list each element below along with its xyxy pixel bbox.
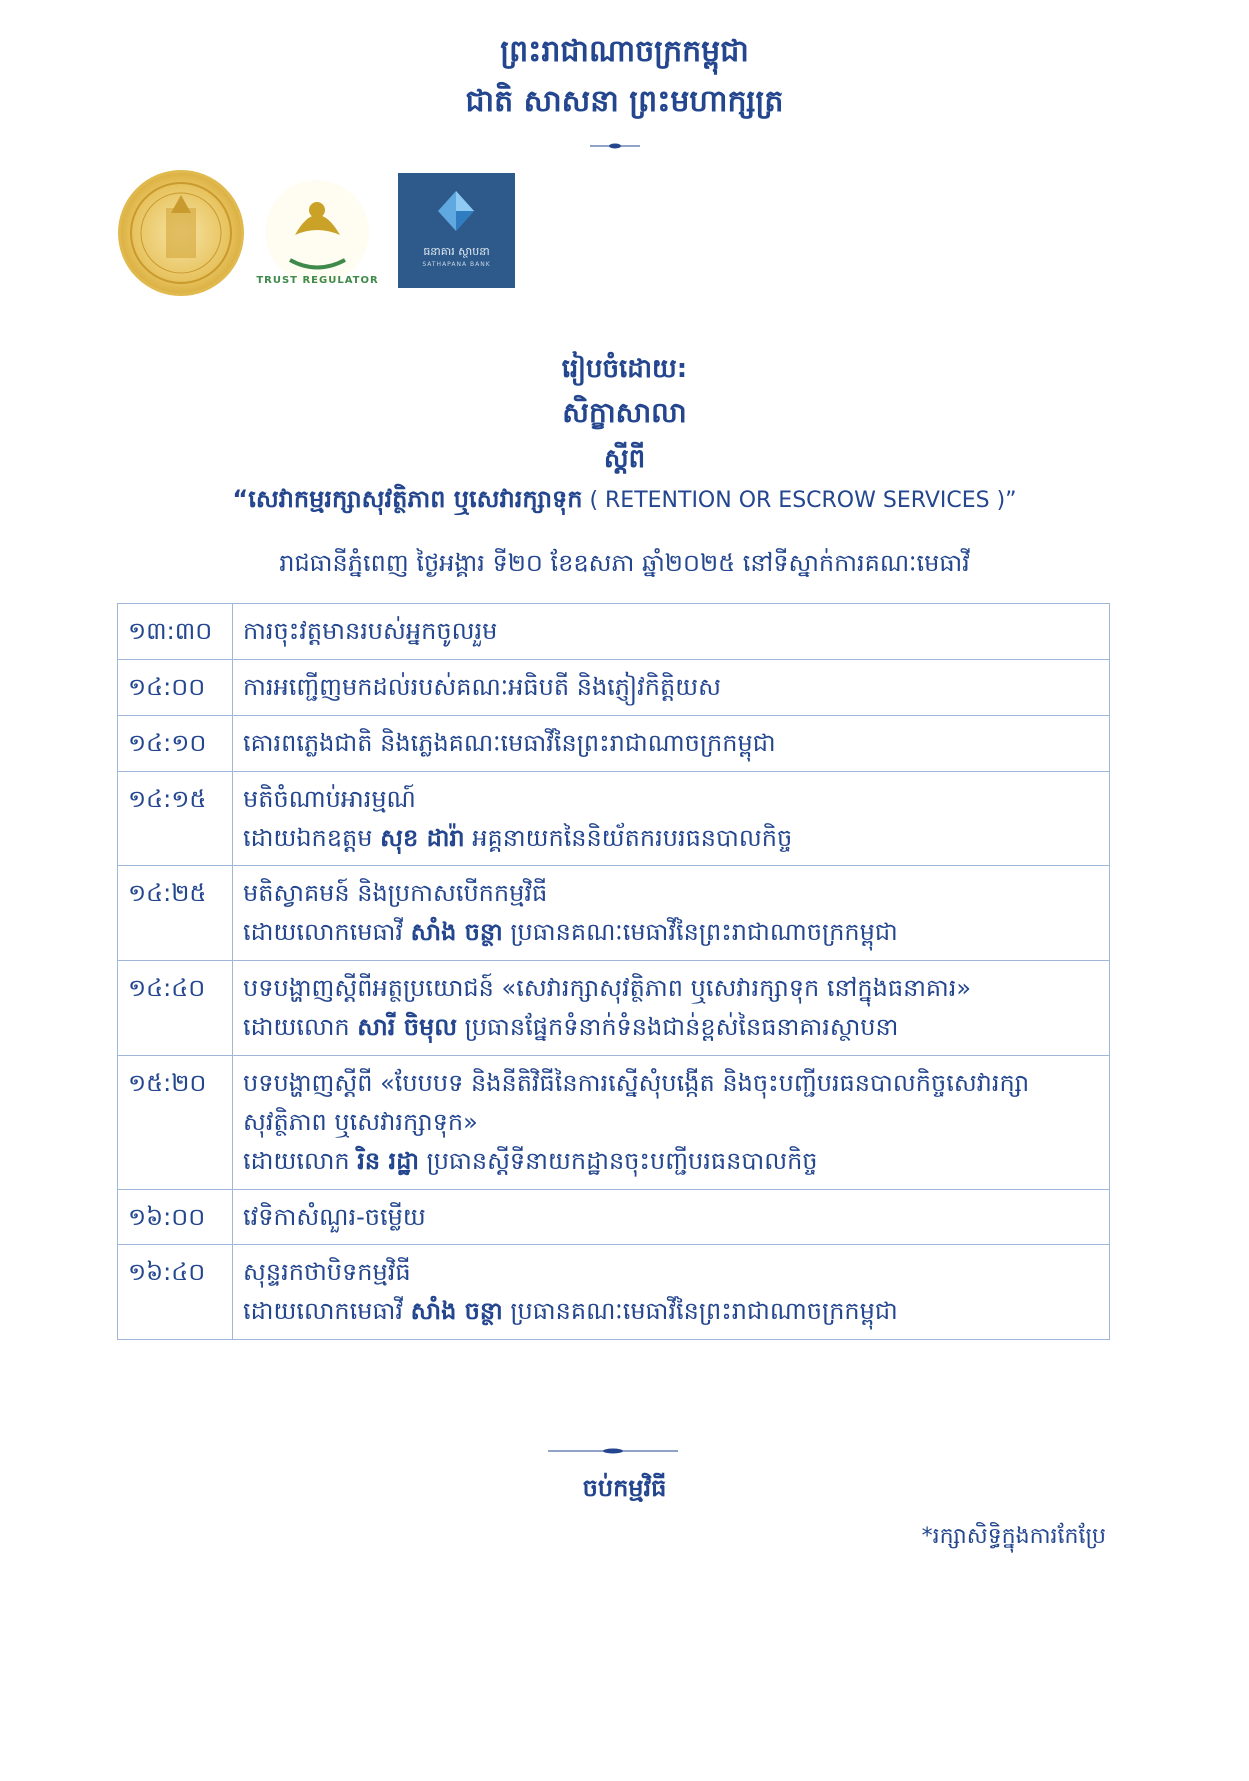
agenda-item: [233, 1189, 1110, 1245]
agenda-row: [118, 1055, 1110, 1189]
speaker-title: ប្រធានគណៈមេធាវីនៃព្រះរាជាណាចក្រកម្ពុជា: [502, 918, 898, 947]
agenda-row: [118, 1245, 1110, 1340]
agenda-line: បទបង្ហាញស្តីពី «បែបបទ និងនីតិវិធីនៃការស្នើសុំបង្កើត និងចុះបញ្ជីបរធនបាលកិច្ចសេវារក្សា: [243, 1068, 1030, 1097]
topic-kh: “សេវាកម្មរក្សាសុវត្ថិភាព ឬសេវារក្សាទុក: [232, 485, 583, 513]
agenda-row: [118, 771, 1110, 866]
agenda-line: [243, 819, 1099, 858]
agenda-row: [118, 715, 1110, 771]
agenda-line: សុន្ទរកថាបិទកម្មវិធី: [243, 1258, 411, 1287]
agenda-line: មតិស្វាគមន៍ និងប្រកាសបើកកម្មវិធី: [243, 879, 548, 908]
agenda-row: [118, 659, 1110, 715]
agenda-item: [233, 659, 1110, 715]
event-title: សិក្ខាសាលា: [562, 396, 687, 429]
topic-en: ( RETENTION OR ESCROW SERVICES )”: [582, 488, 1017, 513]
agenda-time: ១៣:៣០: [118, 604, 233, 660]
about-label: ស្តីពី: [603, 444, 646, 474]
end-label: ចប់កម្មវិធី: [582, 1474, 667, 1502]
speaker-title: អគ្គនាយកនៃនិយ័តករបរធនបាលកិច្ច: [464, 823, 793, 852]
agenda-line: បទបង្ហាញស្តីពីអត្ថប្រយោជន៍ «សេវារក្សាសុវត្ថិភាព ឬសេវារក្សាទុក នៅក្នុងធនាគារ»: [243, 974, 972, 1003]
agenda-item: [233, 1055, 1110, 1189]
agenda-row: [118, 604, 1110, 660]
agenda-item: [233, 866, 1110, 961]
agenda-time: ១៦:០០: [118, 1189, 233, 1245]
speaker-prefix: ដោយឯកឧត្តម: [243, 823, 381, 852]
sathapana-bank-logo: [398, 173, 515, 288]
agenda-time: ១៤:១៥: [118, 771, 233, 866]
agenda-item: [233, 1245, 1110, 1340]
speaker-prefix: ដោយលោក: [243, 1013, 358, 1041]
speaker-name: សុខ ដារ៉ា: [380, 823, 465, 852]
speaker-name: សាំង ចន្ថា: [410, 918, 503, 947]
date-place: រាជធានីភ្នំពេញ ថ្ងៃអង្គារ ទី២០ ខែឧសភា ឆ្នាំ២០២៥ នៅទីស្នាក់ការគណៈមេធាវី: [279, 549, 970, 577]
sathapana-logo-icon: [436, 189, 476, 233]
speaker-title: ប្រធានផ្នែកទំនាក់ទំនងជាន់ខ្ពស់នៃធនាគារស្ថាបនា: [457, 1013, 899, 1041]
speaker-name: សារី ចិមុល: [357, 1013, 458, 1041]
agenda-row: [118, 961, 1110, 1056]
sathapana-name: ធនាគារ ស្ថាបនា: [423, 245, 490, 258]
agenda-time: ១៦:៤០: [118, 1245, 233, 1340]
agenda-row: [118, 1189, 1110, 1245]
agenda-time: ១៤:០០: [118, 659, 233, 715]
agenda-time: ១៤:១០: [118, 715, 233, 771]
agenda-line: ការចុះវត្តមានរបស់អ្នកចូលរួម: [243, 617, 498, 645]
agenda-line: [243, 1142, 1099, 1181]
royal-seal-logo: [118, 170, 244, 296]
agenda-line: [243, 913, 1099, 952]
sathapana-sub: SATHAPANA BANK: [422, 261, 491, 268]
agenda-time: ១៤:២៥: [118, 866, 233, 961]
speaker-name: រិន រដ្ឋា: [357, 1146, 419, 1175]
speaker-prefix: ដោយលោក: [243, 1146, 358, 1175]
agenda-item: [233, 715, 1110, 771]
agenda-line: សុវត្ថិភាព ឬសេវារក្សាទុក»: [243, 1107, 478, 1136]
agenda-line: [243, 1292, 1099, 1331]
agenda-time: ១៤:៤០: [118, 961, 233, 1056]
royal-seal-icon: [121, 173, 241, 293]
rights-note: *រក្សាសិទ្ធិក្នុងការកែប្រែ: [921, 1524, 1106, 1549]
agenda-line: វេទិកាសំណួរ-ចម្លើយ: [243, 1202, 426, 1231]
agenda-line: មតិចំណាប់អារម្មណ៍: [243, 784, 416, 813]
divider-ornament-icon: [590, 143, 640, 149]
speaker-title: ប្រធានគណៈមេធាវីនៃព្រះរាជាណាចក្រកម្ពុជា: [502, 1297, 898, 1326]
topic-title: [0, 484, 1249, 519]
agenda-line: [243, 1008, 1099, 1047]
agenda-line: ការអញ្ជើញមកដល់របស់គណៈអធិបតី និងភ្ញៀវកិត្តិយស: [243, 672, 721, 701]
agenda-line: គោរពភ្លេងជាតិ និងភ្លេងគណៈមេធាវីនៃព្រះរាជាណាចក្រកម្ពុជា: [243, 728, 776, 757]
trust-regulator-logo: [250, 165, 385, 300]
trust-regulator-text: TRUST REGULATOR: [256, 275, 379, 286]
speaker-name: សាំង ចន្ថា: [410, 1297, 503, 1326]
agenda-table: [117, 603, 1110, 1340]
agenda-item: [233, 604, 1110, 660]
agenda-row: [118, 866, 1110, 961]
agenda-time: ១៥:២០: [118, 1055, 233, 1189]
speaker-title: ប្រធានស្តីទីនាយកដ្ឋានចុះបញ្ជីបរធនបាលកិច្ច: [418, 1146, 818, 1175]
speaker-prefix: ដោយលោកមេធាវី: [243, 918, 411, 947]
speaker-prefix: ដោយលោកមេធាវី: [243, 1297, 411, 1326]
kingdom-title: ព្រះរាជាណាចក្រកម្ពុជា: [500, 34, 749, 69]
agenda-item: [233, 771, 1110, 866]
agenda-item: [233, 961, 1110, 1056]
end-ornament-icon: [548, 1448, 678, 1454]
kingdom-motto: ជាតិ សាសនា ព្រះមហាក្សត្រ: [465, 84, 784, 119]
organized-by: រៀបចំដោយ:: [561, 354, 688, 384]
